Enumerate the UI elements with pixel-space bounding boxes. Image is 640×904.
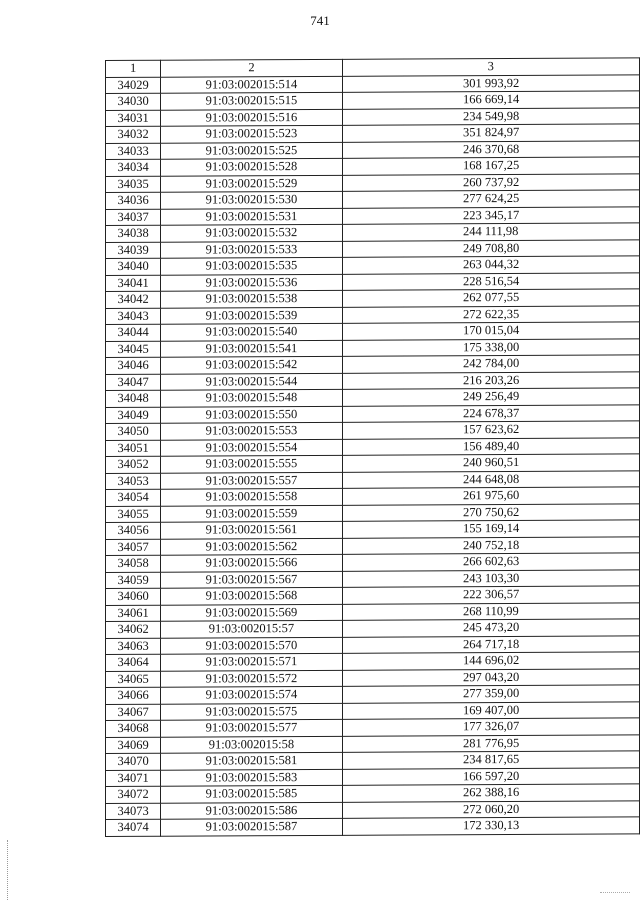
cadastral-number-cell: 91:03:002015:561	[161, 521, 342, 538]
cadastral-number-cell: 91:03:002015:559	[161, 505, 342, 522]
value-cell	[342, 635, 639, 653]
cadastral-number-cell: 91:03:002015:557	[161, 472, 342, 489]
value-text: 244 111,98	[463, 224, 519, 239]
value-cell	[342, 784, 639, 802]
cadastral-number-cell: 91:03:002015:532	[161, 224, 342, 241]
cadastral-number-cell: 91:03:002015:585	[161, 785, 342, 802]
value-text: 281 776,95	[463, 735, 520, 751]
value-cell	[342, 520, 639, 538]
cadastral-number-cell: 91:03:002015:575	[161, 703, 342, 720]
value-text: 156 489,40	[463, 438, 520, 454]
value-text: 262 077,55	[463, 290, 520, 305]
row-number-cell: 34071	[106, 770, 161, 787]
value-cell	[342, 74, 639, 92]
value-cell	[342, 586, 639, 604]
row-number-cell: 34036	[106, 192, 161, 209]
value-text: 297 043,20	[463, 669, 520, 685]
cadastral-number-cell: 91:03:002015:568	[161, 587, 342, 604]
row-number-cell: 34066	[106, 687, 161, 704]
cadastral-number-cell: 91:03:002015:548	[161, 389, 342, 406]
row-number-cell: 34039	[106, 242, 161, 259]
value-cell	[342, 553, 639, 571]
value-cell	[342, 124, 639, 142]
value-text: 175 338,00	[463, 339, 520, 355]
cadastral-number-cell: 91:03:002015:577	[161, 719, 342, 736]
value-text: 234 549,98	[463, 108, 520, 124]
value-text: 246 370,68	[463, 141, 520, 157]
value-text: 268 110,99	[463, 603, 519, 619]
table-body	[106, 74, 640, 836]
cadastral-number-cell: 91:03:002015:581	[161, 752, 342, 769]
cadastral-number-cell: 91:03:002015:525	[161, 142, 342, 159]
cadastral-number-cell: 91:03:002015:554	[161, 439, 342, 456]
value-text: 170 015,04	[463, 323, 520, 338]
value-cell	[342, 338, 639, 356]
table-row	[106, 817, 640, 836]
cadastral-number-cell: 91:03:002015:540	[161, 323, 342, 340]
cadastral-number-cell: 91:03:002015:535	[161, 257, 342, 274]
value-cell	[342, 685, 639, 703]
column-header-1: 1	[106, 60, 161, 77]
value-text: 245 473,20	[463, 620, 520, 635]
row-number-cell: 34044	[106, 324, 161, 341]
value-text: 270 750,62	[463, 504, 520, 520]
row-number-cell: 34070	[106, 753, 161, 770]
value-cell	[342, 388, 639, 406]
value-text: 249 256,49	[463, 389, 520, 404]
row-number-cell: 34072	[106, 786, 161, 803]
row-number-cell: 34052	[106, 456, 161, 473]
value-text: 224 678,37	[463, 405, 520, 421]
value-text: 144 696,02	[463, 653, 520, 668]
value-cell	[342, 701, 639, 719]
value-cell	[342, 404, 639, 422]
row-number-cell: 34068	[106, 720, 161, 737]
cadastral-number-cell: 91:03:002015:550	[161, 406, 342, 423]
row-number-cell: 34035	[106, 176, 161, 193]
value-text: 223 345,17	[463, 207, 520, 223]
value-cell	[342, 718, 639, 736]
value-text: 234 817,65	[463, 752, 520, 767]
row-number-cell: 34051	[106, 440, 161, 457]
value-text: 166 669,14	[463, 92, 520, 107]
value-cell	[342, 619, 639, 637]
value-text: 240 752,18	[463, 537, 520, 553]
cadastral-number-cell: 91:03:002015:516	[161, 109, 342, 126]
value-cell	[342, 800, 639, 818]
row-number-cell: 34047	[106, 374, 161, 391]
cadastral-number-cell: 91:03:002015:571	[161, 653, 342, 670]
value-cell	[342, 602, 639, 620]
value-text: 260 737,92	[463, 174, 520, 190]
row-number-cell: 34050	[106, 423, 161, 440]
cadastral-number-cell: 91:03:002015:570	[161, 637, 342, 654]
value-text: 177 326,07	[463, 719, 520, 734]
value-cell	[342, 734, 639, 752]
value-cell	[342, 751, 639, 769]
row-number-cell: 34046	[106, 357, 161, 374]
row-number-cell: 34062	[106, 621, 161, 638]
row-number-cell: 34064	[106, 654, 161, 671]
value-text: 242 784,00	[463, 356, 520, 371]
value-cell	[342, 454, 639, 472]
row-number-cell: 34054	[106, 489, 161, 506]
value-cell	[342, 503, 639, 521]
row-number-cell: 34043	[106, 308, 161, 325]
row-number-cell: 34038	[106, 225, 161, 242]
row-number-cell: 34045	[106, 341, 161, 358]
row-number-cell: 34029	[106, 77, 161, 94]
row-number-cell: 34055	[106, 506, 161, 523]
value-cell	[342, 355, 639, 373]
value-cell	[342, 371, 639, 389]
value-cell	[342, 569, 639, 587]
row-number-cell: 34032	[106, 126, 161, 143]
cadastral-number-cell: 91:03:002015:531	[161, 208, 342, 225]
cadastral-number-cell: 91:03:002015:555	[161, 455, 342, 472]
value-text: 216 203,26	[463, 372, 520, 388]
cadastral-number-cell: 91:03:002015:523	[161, 125, 342, 142]
value-text: 240 960,51	[463, 455, 520, 470]
register-table	[105, 57, 640, 836]
cadastral-number-cell: 91:03:002015:529	[161, 175, 342, 192]
cadastral-number-cell: 91:03:002015:544	[161, 373, 342, 390]
value-text: 228 516,54	[463, 273, 520, 289]
cadastral-number-cell: 91:03:002015:533	[161, 241, 342, 258]
row-number-cell: 34074	[106, 819, 161, 836]
cadastral-number-cell: 91:03:002015:541	[161, 340, 342, 357]
cadastral-number-cell: 91:03:002015:562	[161, 538, 342, 555]
value-text: 261 975,60	[463, 488, 520, 503]
value-cell	[342, 157, 639, 175]
row-number-cell: 34061	[106, 605, 161, 622]
cadastral-number-cell: 91:03:002015:542	[161, 356, 342, 373]
value-cell	[342, 437, 639, 455]
row-number-cell: 34037	[106, 209, 161, 226]
cadastral-number-cell: 91:03:002015:530	[161, 191, 342, 208]
cadastral-number-cell: 91:03:002015:558	[161, 488, 342, 505]
value-text: 157 623,62	[463, 422, 520, 437]
column-header-3: 3	[342, 58, 639, 76]
row-number-cell: 34073	[106, 803, 161, 820]
column-header-2: 2	[161, 59, 342, 76]
row-number-cell: 34058	[106, 555, 161, 572]
value-text: 244 648,08	[463, 471, 520, 487]
row-number-cell: 34033	[106, 143, 161, 160]
value-cell	[342, 91, 639, 109]
cadastral-number-cell: 91:03:002015:515	[161, 92, 342, 109]
value-cell	[342, 421, 639, 439]
row-number-cell: 34042	[106, 291, 161, 308]
cadastral-number-cell: 91:03:002015:587	[161, 818, 342, 835]
row-number-cell: 34040	[106, 258, 161, 275]
value-cell	[342, 817, 639, 835]
row-number-cell: 34041	[106, 275, 161, 292]
value-text: 222 306,57	[463, 587, 520, 602]
margin-scan-mark	[7, 840, 9, 900]
row-number-cell: 34030	[106, 93, 161, 110]
cadastral-number-cell: 91:03:002015:566	[161, 554, 342, 571]
value-text: 301 993,92	[463, 75, 520, 91]
value-text: 249 708,80	[463, 240, 520, 256]
value-cell	[342, 305, 639, 323]
value-text: 263 044,32	[463, 257, 520, 272]
value-cell	[342, 289, 639, 307]
value-cell	[342, 487, 639, 505]
cadastral-number-cell: 91:03:002015:567	[161, 571, 342, 588]
value-cell	[342, 322, 639, 340]
value-cell	[342, 536, 639, 554]
value-text: 155 169,14	[463, 521, 520, 536]
value-text: 277 624,25	[463, 191, 520, 206]
cadastral-number-cell: 91:03:002015:572	[161, 670, 342, 687]
row-number-cell: 34053	[106, 473, 161, 490]
row-number-cell: 34057	[106, 539, 161, 556]
value-cell	[342, 272, 639, 290]
cadastral-number-cell: 91:03:002015:514	[161, 76, 342, 93]
value-cell	[342, 767, 639, 785]
cadastral-number-cell: 91:03:002015:539	[161, 307, 342, 324]
value-text: 351 824,97	[463, 125, 520, 140]
value-text: 277 359,00	[463, 686, 520, 701]
value-cell	[342, 239, 639, 257]
value-cell	[342, 470, 639, 488]
cadastral-number-cell: 91:03:002015:583	[161, 769, 342, 786]
cadastral-number-cell: 91:03:002015:538	[161, 290, 342, 307]
row-number-cell: 34067	[106, 704, 161, 721]
cadastral-number-cell: 91:03:002015:553	[161, 422, 342, 439]
value-text: 168 167,25	[463, 158, 520, 173]
value-text: 272 060,20	[463, 801, 520, 817]
value-text: 166 597,20	[463, 768, 520, 784]
value-cell	[342, 652, 639, 670]
row-number-cell: 34063	[106, 638, 161, 655]
value-cell	[342, 173, 639, 191]
row-number-cell: 34034	[106, 159, 161, 176]
value-text: 262 388,16	[463, 785, 520, 800]
row-number-cell: 34031	[106, 110, 161, 127]
value-text: 169 407,00	[463, 702, 520, 718]
value-cell	[342, 107, 639, 125]
value-text: 264 717,18	[463, 636, 520, 652]
row-number-cell: 34059	[106, 572, 161, 589]
value-cell	[342, 190, 639, 208]
row-number-cell: 34048	[106, 390, 161, 407]
value-cell	[342, 256, 639, 274]
cadastral-number-cell: 91:03:002015:536	[161, 274, 342, 291]
value-cell	[342, 223, 639, 241]
value-cell	[342, 206, 639, 224]
value-text: 266 602,63	[463, 554, 520, 569]
cadastral-number-cell: 91:03:002015:58	[161, 736, 342, 753]
row-number-cell: 34065	[106, 671, 161, 688]
cadastral-number-cell: 91:03:002015:569	[161, 604, 342, 621]
value-text: 272 622,35	[463, 306, 520, 322]
row-number-cell: 34060	[106, 588, 161, 605]
cadastral-number-cell: 91:03:002015:57	[161, 620, 342, 637]
row-number-cell: 34056	[106, 522, 161, 539]
cadastral-number-cell: 91:03:002015:586	[161, 802, 342, 819]
page-number: 741	[310, 13, 330, 28]
value-cell	[342, 668, 639, 686]
cadastral-number-cell: 91:03:002015:574	[161, 686, 342, 703]
cadastral-number-cell: 91:03:002015:528	[161, 158, 342, 175]
corner-scan-mark	[600, 892, 630, 894]
value-cell	[342, 140, 639, 158]
row-number-cell: 34049	[106, 407, 161, 424]
value-text: 243 103,30	[463, 570, 520, 586]
row-number-cell: 34069	[106, 737, 161, 754]
value-text: 172 330,13	[463, 818, 520, 833]
